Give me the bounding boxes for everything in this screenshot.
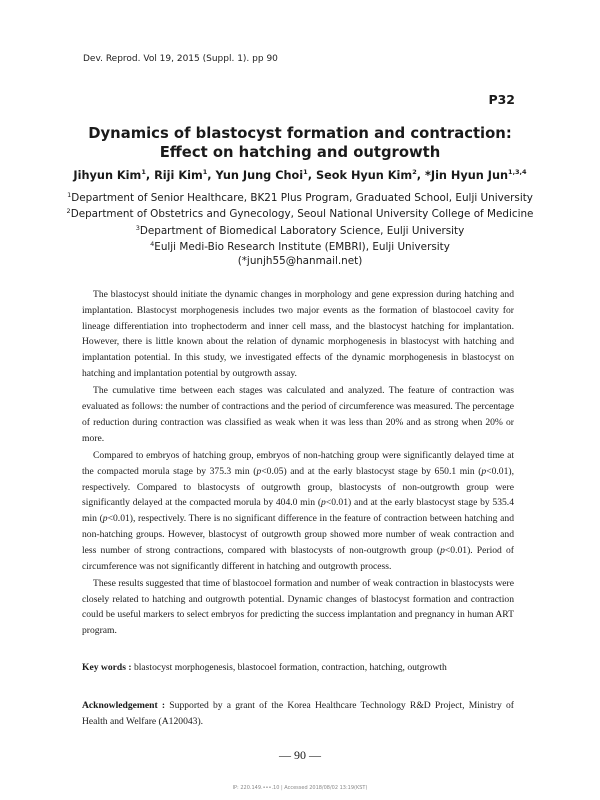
affiliation: $^3$Department of Biomedical Laboratory Science, Eulji University [135, 223, 465, 237]
keywords [82, 660, 514, 675]
acknowledgement-text: Supported by a grant of the Korea Healthcare Technology R&D Project, Ministry of Health and Welfare (A120043). [82, 700, 514, 727]
affiliation: $^2$Department of Obstetrics and Gynecology, Seoul National University College of Medicine [66, 207, 534, 221]
author-list [0, 168, 600, 182]
corresponding-email: (*junjh55@hanmail.net) [237, 254, 363, 267]
keywords-text: blastocyst morphogenesis, blastocoel formation, contraction, hatching, outgrowth [131, 662, 447, 673]
affiliation-list [0, 189, 600, 268]
affiliation: $^4$Eulji Medi-Bio Research Institute (EMBRI), Eulji University [150, 240, 450, 254]
title-line-2: Effect on hatching and outgrowth [159, 144, 441, 161]
acknowledgement [82, 698, 514, 730]
abstract-paragraph: These results suggested that time of blastocoel formation and number of weak contraction in blastocysts were closely related to hatching and outgrowth potential. Dynamic changes of blastocyst formation and contraction could be useful markers to select embryos for predicting the success implantation and pregnancy in human ART program. [82, 577, 514, 637]
abstract-paragraph: The cumulative time between each stages was calculated and analyzed. The feature of contraction was evaluated as follows: the number of contractions and the period of circumference was measured. The percentage of reduction during contraction was classified as weak when it was less than 20% and as strong when 20% or more. [82, 385, 514, 444]
access-footer: IP: 220.149.•••.10 | Accessed 2018/08/02 13:19(KST) [232, 785, 368, 791]
author: Seok Hyun Kim$^2$, [315, 168, 425, 182]
author: Jihyun Kim$^1$, [73, 168, 155, 182]
author: Yun Jung Choi$^1$, [215, 168, 316, 182]
paper-title [0, 124, 600, 162]
page-number: — 90 — [279, 748, 321, 762]
keywords-label: Key words : [82, 662, 132, 673]
abstract-paragraph: The blastocyst should initiate the dynamic changes in morphology and gene expression during hatching and implantation. Blastocyst morphogenesis includes two major events as the formation of blastocoel cavity for lineage differentiation into trophectoderm and inner cell mass, and the blastocyst hatching for implantation. However, there is little known about the relation of dynamic morphogenesis in blastocyst with hatching and implantation potential. In this study, we investigated effects of the dynamic morphogenesis in blastocyst on hatching and implantation potential by outgrowth assay. [82, 289, 514, 379]
author: *Jin Hyun Jun$^{1,3,4}$ [424, 168, 527, 182]
author: Riji Kim$^1$, [154, 168, 216, 182]
title-line-1: Dynamics of blastocyst formation and contraction: [88, 125, 512, 142]
abstract-paragraph: Compared to embryos of hatching group, embryos of non-hatching group were significantly delayed time at the compacted morula stage by 375.3 min (p<0.05) and at the early blastocyst stage by 650.1 min (p<0.01), respectively. Compared to blastocysts of outgrowth group, blastocysts of non-outgrowth group were significantly delayed at the compacted morula by 404.0 min (p<0.01) and at the early blastocyst stage by 535.4 min (p<0.01), respectively. There is no significant difference in the feature of contraction between hatching and non-hatching groups. However, blastocyst of outgrowth group showed more number of weak contraction and less number of strong contractions, compared with blastocysts of non-outgrowth group (p<0.01). Period of circumference was not significantly different in hatching and outgrowth process. [82, 449, 514, 572]
abstract-body [82, 287, 514, 641]
poster-code: P32 [488, 92, 515, 107]
journal-citation: Dev. Reprod. Vol 19, 2015 (Suppl. 1). pp 90 [83, 54, 278, 64]
acknowledgement-label: Acknowledgement : [82, 700, 166, 711]
affiliation: $^1$Department of Senior Healthcare, BK21 Plus Program, Graduated School, Eulji University [67, 191, 533, 204]
